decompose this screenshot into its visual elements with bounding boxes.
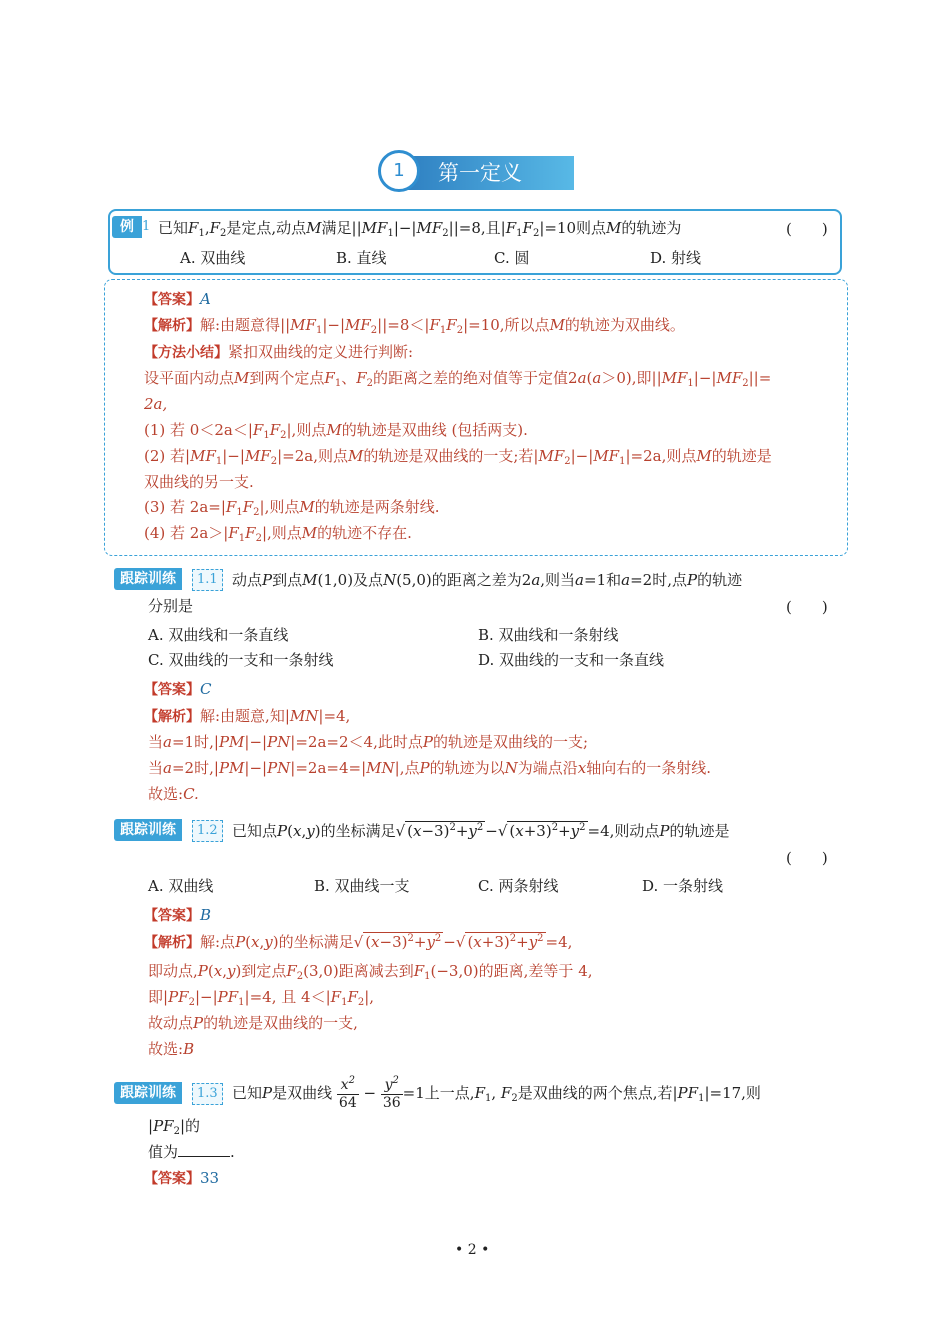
t1-question-cont: 分别是 bbox=[148, 597, 194, 615]
example-tag: 例 bbox=[112, 216, 142, 238]
t1-analysis-2: 当a=1时,|PM|−|PN|=2a=2＜4,此时点P的轨迹是双曲线的一支; bbox=[148, 733, 588, 751]
t2-option-c: C. 两条射线 bbox=[478, 877, 559, 895]
t2-tag-number: 1.2 bbox=[192, 820, 223, 842]
example-method: 【方法小结】紧扣双曲线的定义进行判断: bbox=[144, 343, 414, 361]
example-case-3: (3) 若 $2a=|F_1F_2|$,则点M的轨迹是两条射线. bbox=[144, 498, 440, 518]
t2-answer: 【答案】B bbox=[144, 906, 212, 924]
t1-answer: 【答案】C bbox=[144, 680, 212, 698]
section-header bbox=[378, 150, 578, 196]
t1-option-c: C. 双曲线的一支和一条射线 bbox=[148, 651, 334, 669]
t2-analysis-4: 故动点P的轨迹是双曲线的一支, bbox=[148, 1014, 358, 1032]
example-case-2: (2) 若$|MF_1|-|MF_2|=2a$,则点M的轨迹是双曲线的一支;若$|MF_2|-|MF_1|=2a$,则点M的轨迹是 bbox=[144, 447, 772, 467]
t3-question-blank: 值为 . bbox=[148, 1143, 235, 1161]
t1-tag: 跟踪训练 bbox=[114, 568, 182, 590]
t1-answer-paren: ( ) bbox=[786, 598, 828, 616]
t2-analysis-3: 即$|PF_2|-|PF_1|=4$, 且 $4<|F_1F_2|$, bbox=[148, 988, 375, 1008]
t3-tag: 跟踪训练 bbox=[114, 1082, 182, 1104]
t1-analysis-4: 故选:C. bbox=[148, 785, 199, 803]
example-answer-paren: ( ) bbox=[786, 220, 828, 238]
section-title: 第一定义 bbox=[438, 161, 522, 185]
t3-question: 已知P是双曲线 $\frac{x^2}{64}$ − $\frac{y^2}{36}$ =1上一点$,F_1$, $F_2$是双曲线的两个焦点,若$|PF_1|=17$,则 bbox=[232, 1074, 761, 1111]
t2-analysis-5: 故选:B bbox=[148, 1040, 195, 1058]
page-number: • 2 • bbox=[455, 1242, 490, 1258]
example-tag-number: 1 bbox=[142, 219, 151, 234]
t2-option-d: D. 一条射线 bbox=[642, 877, 724, 895]
t3-answer: 【答案】33 bbox=[144, 1169, 220, 1187]
section-number: 1 bbox=[393, 160, 405, 181]
example-analysis: 【解析】解:由题意得$||MF_1|-|MF_2||=8<|F_1F_2|=10$,所以点M的轨迹为双曲线。 bbox=[144, 316, 685, 336]
t1-option-a: A. 双曲线和一条直线 bbox=[148, 626, 289, 644]
example-question: 已知$F_1,F_2$是定点,动点M满足$||MF_1|-|MF_2||=8$,且$|F_1F_2|=10$则点M的轨迹为 bbox=[158, 219, 682, 239]
t2-answer-paren: ( ) bbox=[786, 849, 828, 867]
example-option-c: C. 圆 bbox=[494, 249, 530, 267]
t1-option-d: D. 双曲线的一支和一条直线 bbox=[478, 651, 665, 669]
t2-analysis: 【解析】解:点P(x,y)的坐标满足√ $(x-3)^2+y^2$ −√ $(x+3)^2+y^2 =4$, bbox=[144, 933, 573, 951]
example-case-4: (4) 若 $2a>|F_1F_2|$,则点M的轨迹不存在. bbox=[144, 524, 412, 544]
example-option-b: B. 直线 bbox=[336, 249, 387, 267]
t1-tag-number: 1.1 bbox=[192, 569, 223, 591]
t1-analysis: 【解析】解:由题意,知|MN|=4, bbox=[144, 707, 351, 725]
t2-question: 已知点P(x,y)的坐标满足√ $(x-3)^2+y^2$ −√ $(x+3)^2+y^2 =4$,则动点P的轨迹是 bbox=[232, 822, 730, 840]
t1-analysis-3: 当a=2时,|PM|−|PN|=2a=4=|MN|,点P的轨迹为以N为端点沿x轴向右的一条射线. bbox=[148, 759, 711, 777]
t3-tag-number: 1.3 bbox=[192, 1083, 223, 1105]
t1-question: 动点P到点M(1,0)及点N(5,0)的距离之差为2a,则当a=1和a=2时,点P的轨迹 bbox=[232, 571, 743, 589]
example-option-a: A. 双曲线 bbox=[180, 249, 246, 267]
example-option-d: D. 射线 bbox=[650, 249, 702, 267]
example-method-line2: 2a, bbox=[144, 395, 168, 413]
example-case-1: (1) 若 $0<2a<|F_1F_2|$,则点M的轨迹是双曲线 (包括两支). bbox=[144, 421, 528, 441]
example-answer: 【答案】A bbox=[144, 290, 211, 308]
t2-option-a: A. 双曲线 bbox=[148, 877, 214, 895]
example-case-2-cont: 双曲线的另一支. bbox=[144, 473, 254, 491]
t2-tag: 跟踪训练 bbox=[114, 819, 182, 841]
example-method-line1: 设平面内动点M到两个定点$F_1$、$F_2$的距离之差的绝对值等于定值2a(a＞0),即$||MF_1|-|MF_2||=$ bbox=[144, 369, 772, 389]
t2-analysis-2: 即动点,P(x,y)到定点$F_2(3,0)$距离减去到$F_1(-3,0)$的距离,差等于 4, bbox=[148, 962, 593, 982]
t3-question-cont: $|PF_2|$的 bbox=[148, 1117, 201, 1137]
t1-option-b: B. 双曲线和一条射线 bbox=[478, 626, 619, 644]
t2-option-b: B. 双曲线一支 bbox=[314, 877, 410, 895]
